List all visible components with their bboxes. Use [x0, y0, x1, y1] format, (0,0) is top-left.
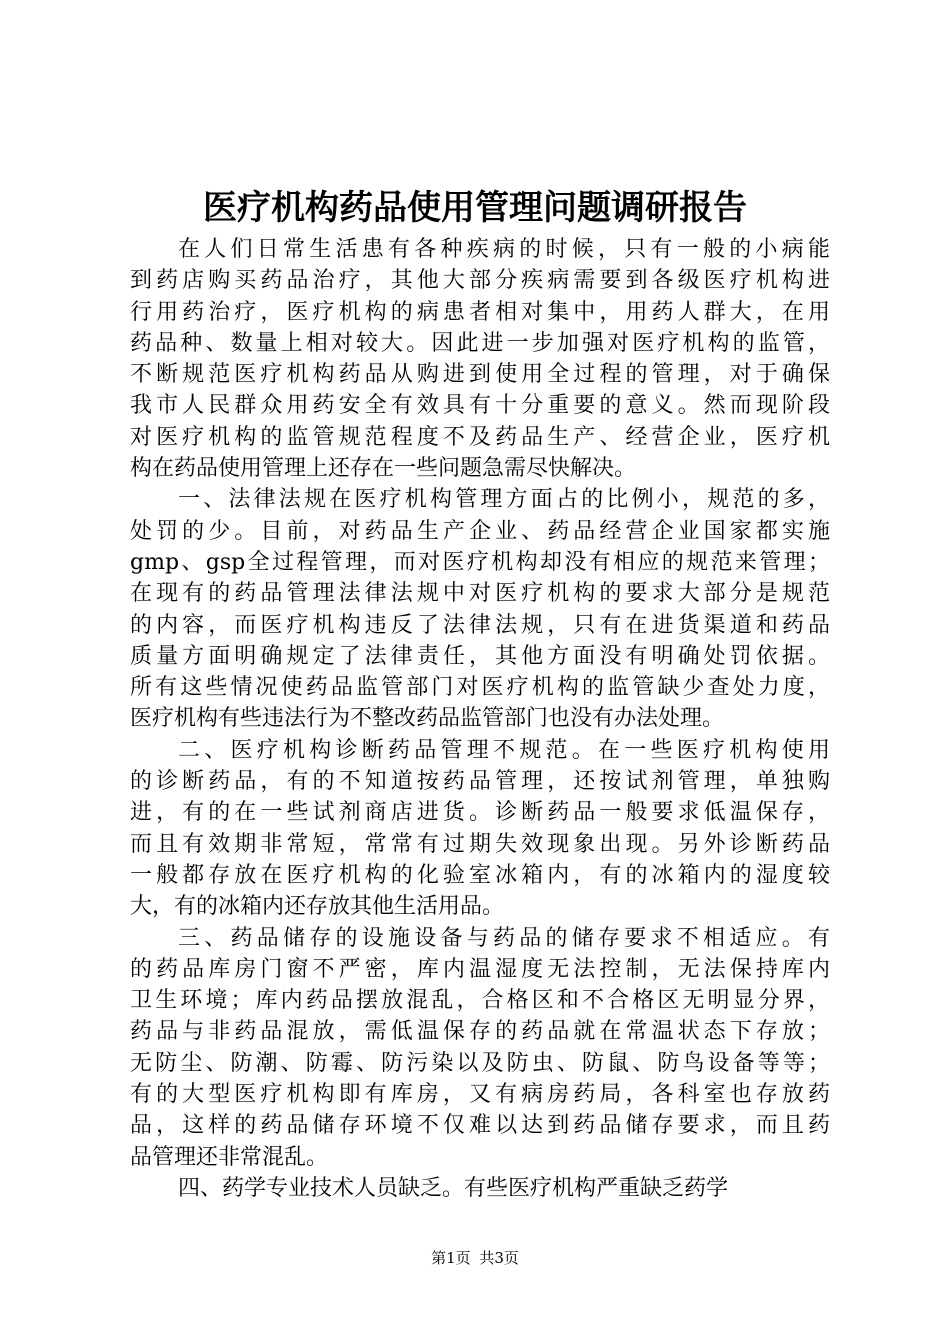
- paragraph-line: 品管理还非常混乱。: [130, 1144, 329, 1170]
- paragraph-line: 品，这样的药品储存环境不仅难以达到药品储存要求，而且药: [130, 1113, 830, 1139]
- paragraph-line: 四、药学专业技术人员缺乏。有些医疗机构严重缺乏药学: [178, 1175, 729, 1201]
- paragraph-line: 我市人民群众用药安全有效具有十分重要的意义。然而现阶段: [130, 393, 830, 419]
- page-number: 第1页: [431, 1249, 471, 1267]
- paragraph-line: 的诊断药品，有的不知道按药品管理，还按试剂管理，单独购: [130, 769, 830, 795]
- paragraph-line: 药品种、数量上相对较大。因此进一步加强对医疗机构的监管，: [130, 330, 830, 356]
- paragraph-line: 医疗机构有些违法行为不整改药品监管部门也没有办法处理。: [130, 706, 725, 732]
- paragraph-line: 二、医疗机构诊断药品管理不规范。在一些医疗机构使用: [178, 737, 830, 763]
- paragraph-line: 无防尘、防潮、防霉、防污染以及防虫、防鼠、防鸟设备等等；: [130, 1050, 830, 1076]
- paragraph-line: 在现有的药品管理法律法规中对医疗机构的要求大部分是规范: [130, 581, 830, 607]
- page-footer: [0, 1248, 950, 1268]
- paragraph-line: 一、法律法规在医疗机构管理方面占的比例小，规范的多，: [178, 487, 830, 513]
- paragraph-line: 在人们日常生活患有各种疾病的时候，只有一般的小病能: [178, 237, 830, 262]
- document-title: 医疗机构药品使用管理问题调研报告: [203, 188, 747, 228]
- paragraph-line: 三、药品储存的设施设备与药品的储存要求不相适应。有: [178, 925, 830, 951]
- paragraph-line: 有的大型医疗机构即有库房，又有病房药局，各科室也存放药: [130, 1082, 830, 1108]
- paragraph-line: 行用药治疗，医疗机构的病患者相对集中，用药人群大，在用: [130, 299, 830, 325]
- paragraph-line: 质量方面明确规定了法律责任，其他方面没有明确处罚依据。: [130, 643, 830, 669]
- paragraph-line: 处罚的少。目前，对药品生产企业、药品经营企业国家都实施: [130, 518, 830, 544]
- paragraph-line: 药品与非药品混放，需低温保存的药品就在常温状态下存放；: [130, 1019, 830, 1045]
- paragraph-line: 不断规范医疗机构药品从购进到使用全过程的管理，对于确保: [130, 362, 830, 388]
- paragraph-line: 所有这些情况使药品监管部门对医疗机构的监管缺少查处力度，: [130, 675, 830, 701]
- paragraph-line: 的药品库房门窗不严密，库内温湿度无法控制，无法保持库内: [130, 956, 830, 982]
- paragraph-line: 卫生环境；库内药品摆放混乱，合格区和不合格区无明显分界，: [130, 988, 830, 1014]
- paragraph-line: 的内容，而医疗机构违反了法律法规，只有在进货渠道和药品: [130, 612, 830, 638]
- paragraph-line: 一般都存放在医疗机构的化验室冰箱内，有的冰箱内的湿度较: [130, 862, 830, 888]
- paragraph-line: 到药店购买药品治疗，其他大部分疾病需要到各级医疗机构进: [130, 268, 830, 294]
- paragraph-line: 对医疗机构的监管规范程度不及药品生产、经营企业，医疗机: [130, 424, 830, 450]
- page-total: 共3页: [479, 1249, 519, 1267]
- paragraph-line: gmp、gsp全过程管理，而对医疗机构却没有相应的规范来管理；: [130, 549, 830, 575]
- paragraph-line: 进，有的在一些试剂商店进货。诊断药品一般要求低温保存，: [130, 800, 830, 826]
- paragraph-line: 而且有效期非常短，常常有过期失效现象出现。另外诊断药品: [130, 831, 830, 857]
- paragraph-line: 大，有的冰箱内还存放其他生活用品。: [130, 894, 505, 920]
- document-body: [130, 234, 830, 1204]
- paragraph-line: 构在药品使用管理上还存在一些问题急需尽快解决。: [130, 456, 637, 482]
